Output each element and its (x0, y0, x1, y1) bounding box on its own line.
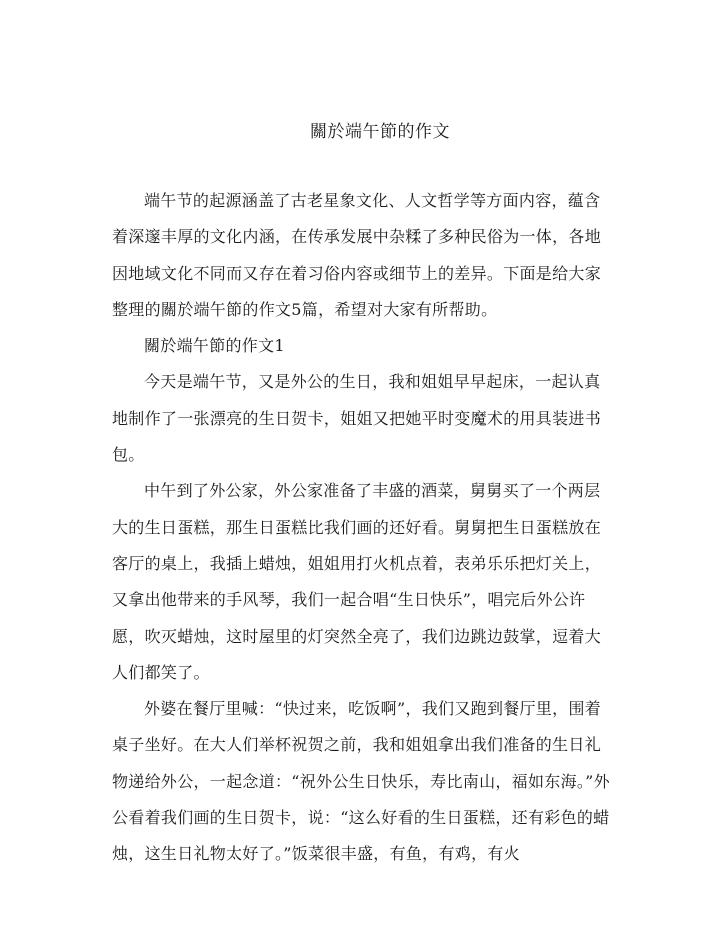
document-body (112, 183, 612, 873)
essay-heading: 關於端午節的作文1 (144, 336, 285, 356)
essay-paragraph: 今天是端午节，又是外公的生日，我和姐姐早早起床，一起认真地制作了一张漂亮的生日贺卡，姐姐又把她平时变魔术的用具装进书包。 (112, 372, 602, 465)
intro-paragraph: 端午节的起源涵盖了古老星象文化、人文哲学等方面内容，蕴含着深邃丰厚的文化内涵，在传承发展中杂糅了多种民俗为一体，各地因地域文化不同而又存在着习俗内容或细节上的差异。下面是给大家整理的關於端午節的作文5篇，希望对大家有所帮助。 (112, 191, 602, 319)
essay-paragraph: 外婆在餐厅里喊：“快过来，吃饭啊”，我们又跑到餐厅里，围着桌子坐好。在大人们举杯祝贺之前，我和姐姐拿出我们准备的生日礼物递给外公，一起念道：“祝外公生日快乐，寿比南山，福如东海。”外公看着我们画的生日贺卡，说：“这么好看的生日蛋糕，还有彩色的蜡烛，这生日礼物太好了。”饭菜很丰盛，有鱼，有鸡，有火 (112, 699, 610, 864)
essay-paragraph: 中午到了外公家，外公家准备了丰盛的酒菜，舅舅买了一个两层大的生日蛋糕，那生日蛋糕比我们画的还好看。舅舅把生日蛋糕放在客厅的桌上，我插上蜡烛，姐姐用打火机点着，表弟乐乐把灯关上，又拿出他带来的手风琴，我们一起合唱“生日快乐”，唱完后外公许愿，吹灭蜡烛，这时屋里的灯突然全亮了，我们边跳边鼓掌，逗着大人们都笑了。 (112, 481, 602, 682)
document-title: 關於端午節的作文 (310, 122, 450, 142)
